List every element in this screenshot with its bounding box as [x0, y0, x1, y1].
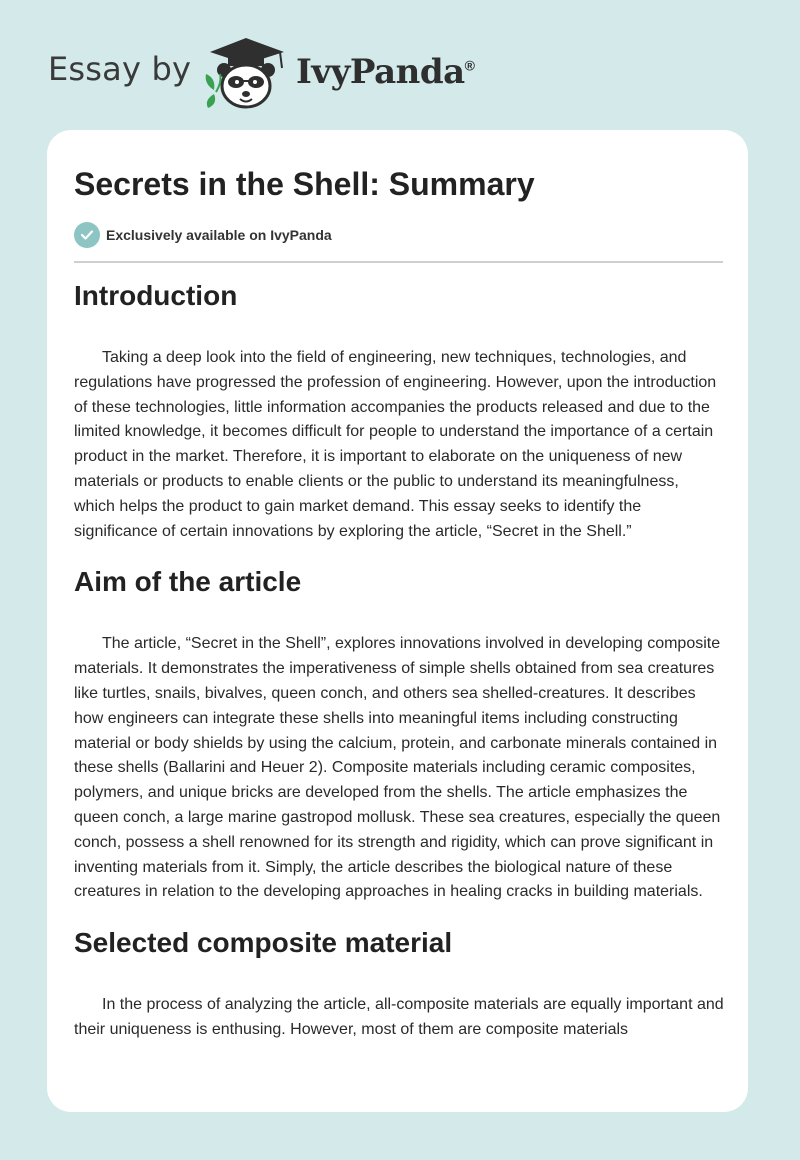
essay-content — [74, 280, 724, 1065]
check-circle-icon — [74, 222, 100, 248]
site-header — [0, 0, 800, 130]
panda-logo-icon — [200, 34, 292, 112]
section-paragraph: The article, “Secret in the Shell”, explores innovations involved in developing composite materials. It demonstrates the imperativeness of simple shells obtained from sea creatures like turtles, snails, bivalves, queen conch, and others sea shelled-creatures. It describes how engineers can integrate these shells into meaningful items including constructing material or body shields by using the calcium, protein, and carbonate minerals contained in these shells (Ballarini and Heuer 2). Composite materials including ceramic composites, polymers, and unique bricks are developed from the shells. The article emphasizes the queen conch, a large marine gastropod mollusk. These sea creatures, especially the queen conch, possess a shell renowned for its strength and rigidity, which can prove significant in inventing materials from it. Simply, the article describes the biological nature of these creatures in relation to the developing approaches in healing cracks in building materials. — [74, 635, 721, 901]
essay-card — [47, 130, 748, 1112]
page-title: Secrets in the Shell: Summary — [74, 166, 535, 202]
divider — [74, 261, 723, 263]
section-aim-of-article — [74, 566, 724, 905]
section-paragraph: Taking a deep look into the field of engineering, new techniques, technologies, and regulations have progressed the profession of engineering. However, upon the introduction of these technologies, little information accompanies the products released and due to the limited knowledge, it becomes difficult for people to understand the importance of a certain product in the market. Therefore, it is important to elaborate on the uniqueness of new materials or products to enable clients or the public to understand its meaningfulness, which helps the product to gain market demand. This essay seeks to identify the significance of certain innovations by exploring the article, “Secret in the Shell.” — [74, 349, 717, 540]
section-heading: Aim of the article — [74, 566, 302, 598]
essay-by-label: Essay by — [48, 50, 192, 88]
brand-name: IvyPanda® — [296, 52, 475, 92]
exclusive-badge-label: Exclusively available on IvyPanda — [106, 227, 332, 243]
exclusive-badge — [74, 222, 332, 248]
section-paragraph: In the process of analyzing the article, all-composite materials are equally important and their uniqueness is enthusing. However, most of them are composite materials — [74, 996, 724, 1038]
section-introduction — [74, 280, 724, 544]
section-selected-composite-material — [74, 927, 724, 1043]
section-heading: Selected composite material — [74, 927, 453, 959]
section-heading: Introduction — [74, 280, 238, 311]
